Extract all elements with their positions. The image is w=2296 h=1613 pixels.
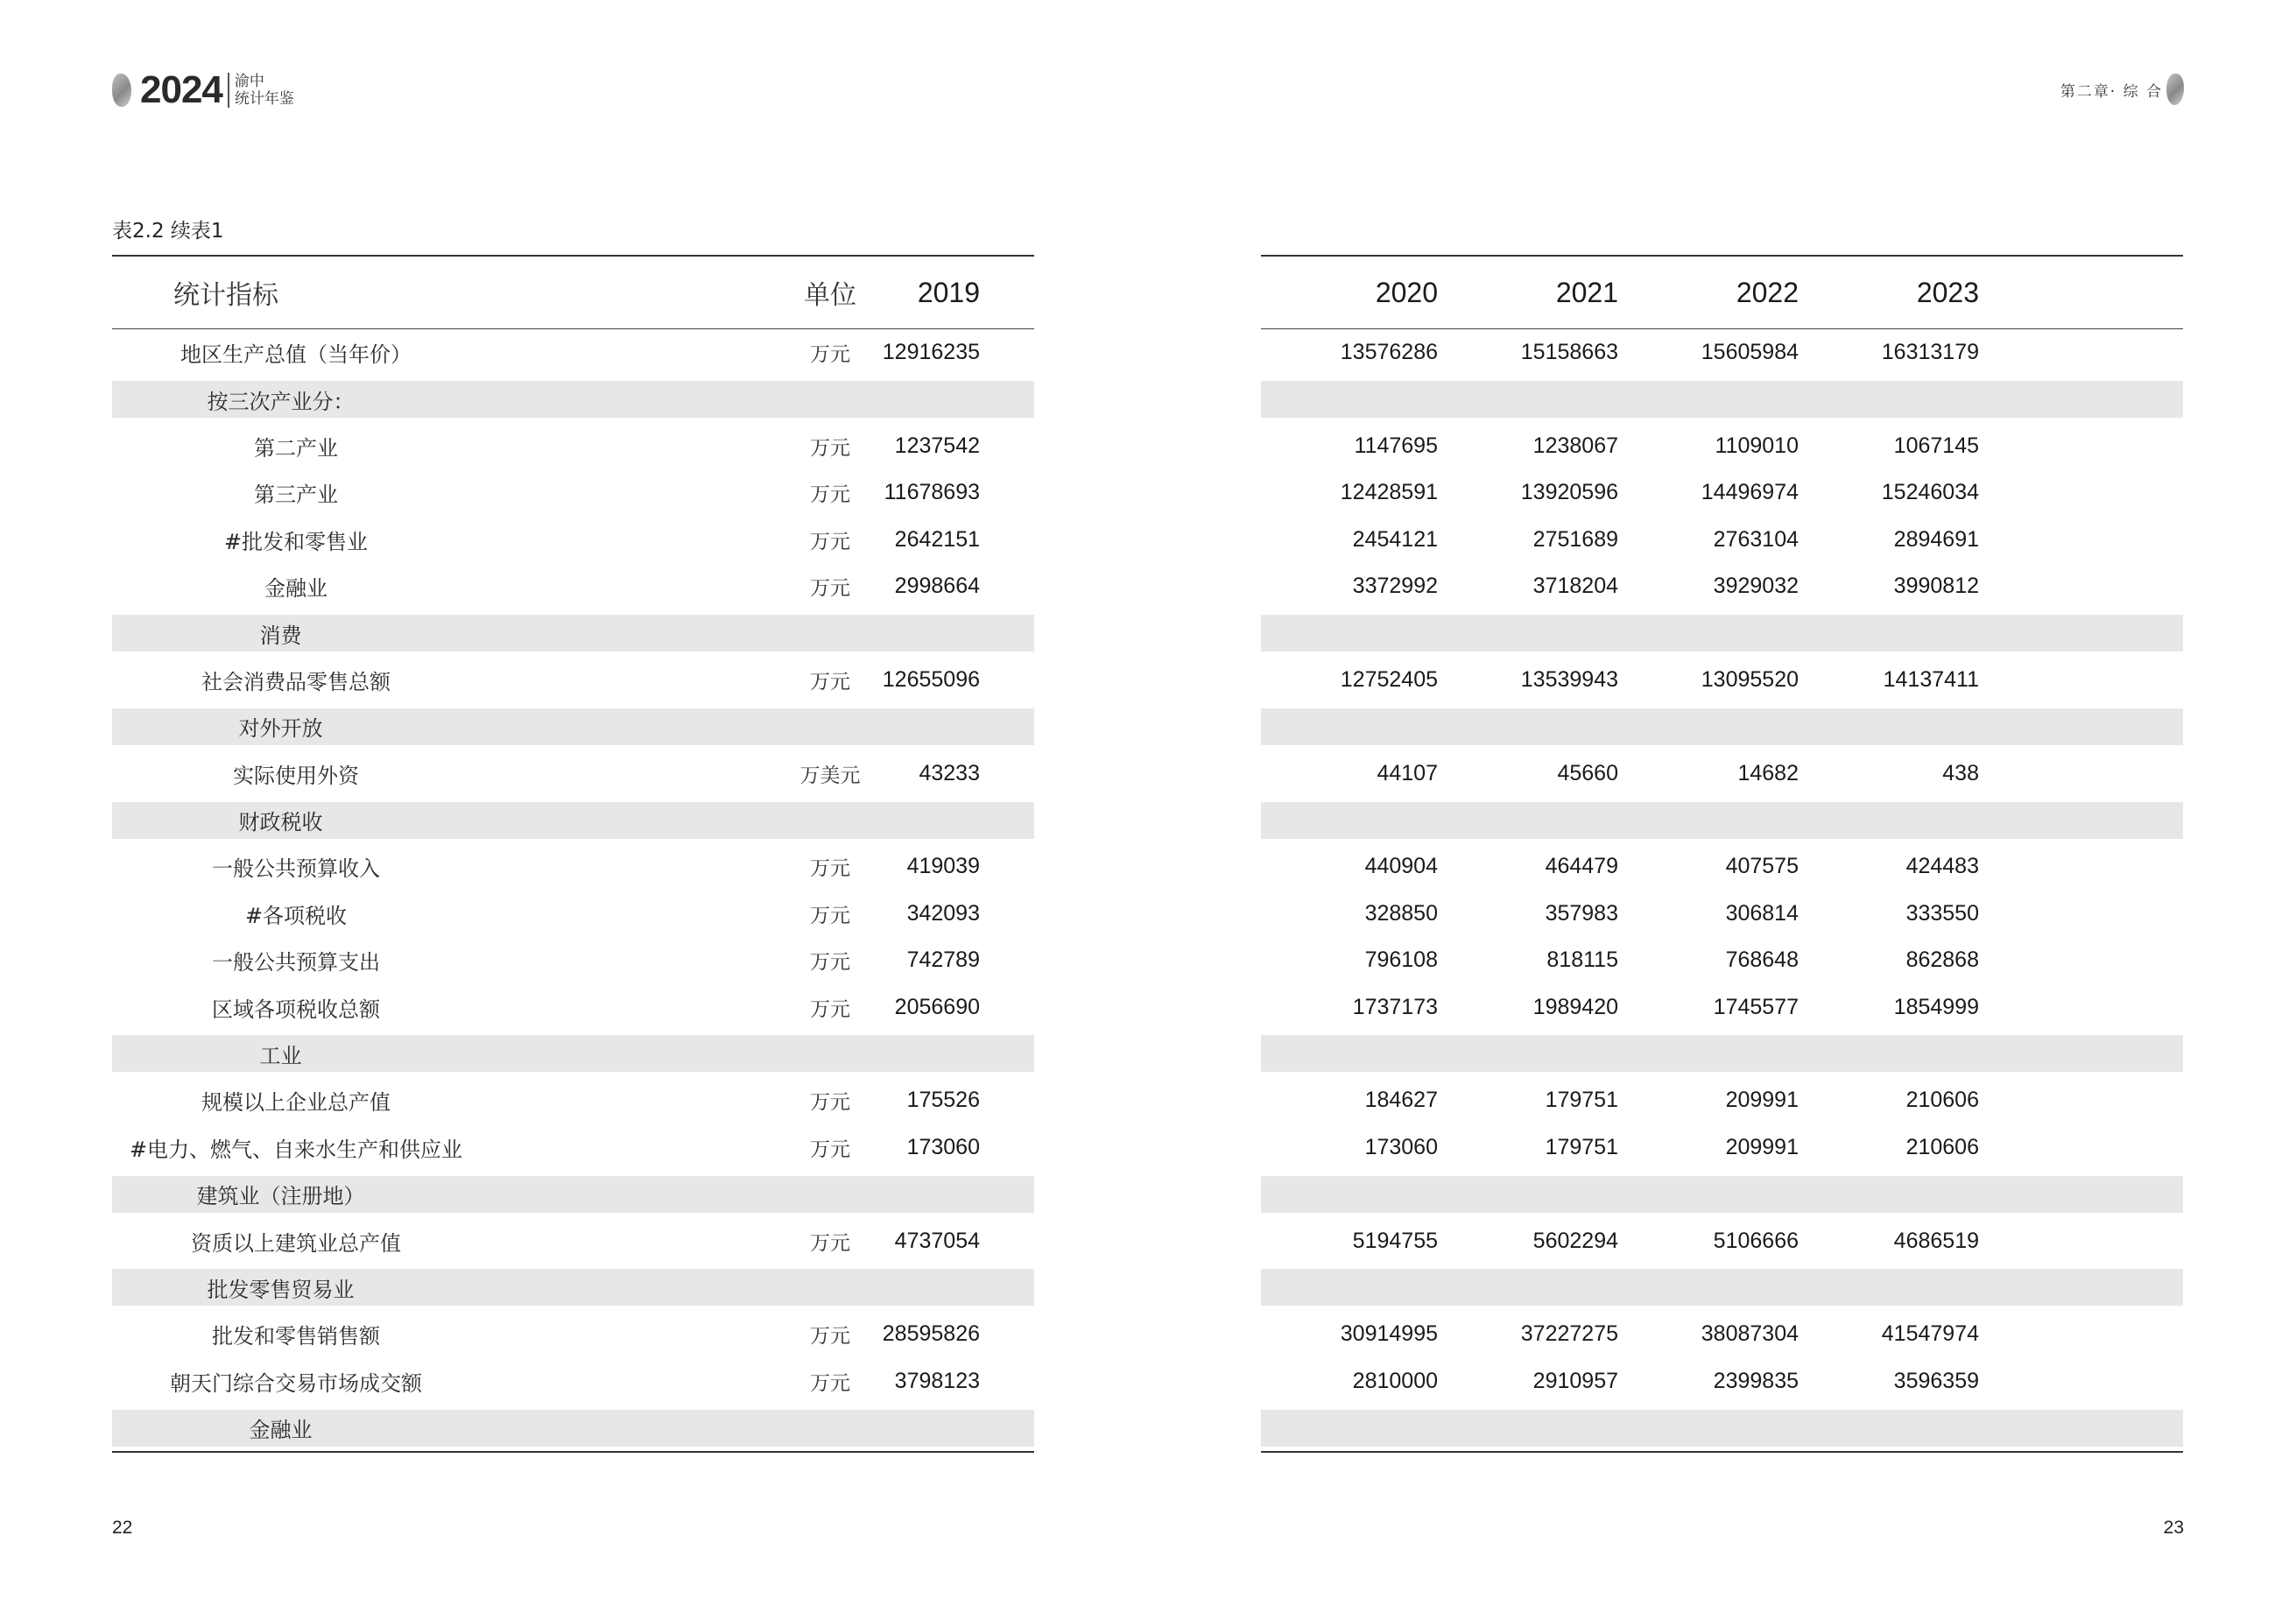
category-label: 财政税收	[238, 810, 323, 835]
value-2023: 15246034	[1881, 480, 1979, 505]
value-2021: 2910957	[1532, 1368, 1618, 1393]
unit-cell: 万元	[810, 1138, 850, 1161]
category-row	[1261, 1410, 2183, 1447]
indicator-name: 第三产业	[254, 482, 338, 508]
value-2023: 210606	[1905, 1134, 1979, 1159]
value-2022: 13095520	[1701, 666, 1799, 692]
table-row	[112, 750, 1034, 796]
table-row	[1261, 750, 2183, 796]
page-number-left: 22	[112, 1518, 133, 1538]
category-row	[112, 615, 1034, 652]
category-row	[112, 1035, 1034, 1072]
table-row	[112, 517, 1034, 563]
table-body-left	[112, 329, 1034, 1447]
category-label: 对外开放	[238, 716, 323, 742]
value-2020: 184627	[1364, 1088, 1438, 1113]
value-2023: 16313179	[1881, 340, 1979, 365]
value-2019: 4737054	[894, 1228, 980, 1253]
value-2019: 2998664	[894, 574, 980, 599]
table-row	[112, 469, 1034, 516]
value-2019: 43233	[919, 760, 980, 785]
table-row	[112, 983, 1034, 1030]
table-row	[112, 1357, 1034, 1404]
value-2023: 438	[1942, 760, 1979, 785]
book-title-line2: 统计年鉴	[234, 90, 294, 108]
unit-cell: 万元	[810, 1325, 850, 1349]
header-year-2021: 2021	[1555, 276, 1618, 308]
value-2019: 2642151	[894, 526, 980, 552]
table-row	[112, 657, 1034, 703]
indicator-name: 批发和零售销售额	[212, 1324, 380, 1349]
table-row	[112, 937, 1034, 983]
header-divider	[228, 73, 229, 108]
table-row	[112, 329, 1034, 376]
chapter-header	[2060, 74, 2184, 105]
value-2019: 342093	[906, 900, 980, 926]
table-row	[112, 891, 1034, 937]
indicator-name: 资质以上建筑业总产值	[191, 1230, 401, 1256]
value-2020: 796108	[1364, 947, 1438, 973]
value-2020: 2454121	[1352, 526, 1438, 552]
value-2021: 464479	[1545, 854, 1618, 879]
table-caption: 表2.2 续表1	[112, 220, 224, 243]
value-2022: 768648	[1725, 947, 1799, 973]
unit-cell: 万元	[810, 904, 850, 927]
table-body-right	[1261, 329, 2183, 1447]
table-row	[1261, 657, 2183, 703]
unit-cell: 万元	[810, 857, 850, 881]
table-row	[1261, 1217, 2183, 1264]
header-year-2019: 2019	[917, 276, 980, 308]
unit-cell: 万元	[810, 951, 850, 975]
table-row	[1261, 1357, 2183, 1404]
value-2019: 419039	[906, 854, 980, 879]
value-2019: 28595826	[882, 1321, 980, 1347]
table-header-row	[1261, 257, 2183, 329]
header-indicator: 统计指标	[173, 280, 278, 311]
table-row	[112, 843, 1034, 890]
unit-cell: 万元	[810, 530, 850, 553]
indicator-name: #电力、燃气、自来水生产和供应业	[129, 1137, 463, 1162]
value-2020: 5194755	[1352, 1228, 1438, 1253]
table-row	[112, 1217, 1034, 1264]
table-bottom-rule	[1261, 1451, 2183, 1453]
value-2022: 15605984	[1701, 340, 1799, 365]
category-row	[112, 1269, 1034, 1306]
table-row	[1261, 891, 2183, 937]
table-row	[112, 423, 1034, 469]
value-2021: 3718204	[1532, 574, 1618, 599]
value-2021: 37227275	[1520, 1321, 1618, 1347]
indicator-name: 金融业	[264, 576, 327, 602]
indicator-name: 实际使用外资	[233, 763, 359, 788]
value-2022: 14496974	[1701, 480, 1799, 505]
category-label: 批发零售贸易业	[207, 1277, 355, 1302]
value-2022: 1109010	[1715, 433, 1799, 458]
book-title	[235, 73, 294, 108]
table-row	[1261, 1124, 2183, 1171]
value-2019: 12655096	[882, 666, 980, 692]
value-2023: 14137411	[1883, 666, 1979, 692]
value-2019: 12916235	[882, 340, 980, 365]
value-2021: 13920596	[1520, 480, 1618, 505]
unit-cell: 万元	[810, 1091, 850, 1115]
value-2021: 179751	[1545, 1134, 1618, 1159]
category-row	[1261, 708, 2183, 745]
category-row	[1261, 1269, 2183, 1306]
value-2023: 1854999	[1893, 994, 1979, 1019]
table-row	[1261, 1077, 2183, 1123]
value-2023: 1067145	[1893, 433, 1979, 458]
value-2023: 333550	[1905, 900, 1979, 926]
table-header-row	[112, 257, 1034, 329]
value-2023: 3596359	[1893, 1368, 1979, 1393]
value-2021: 15158663	[1520, 340, 1618, 365]
table-row	[112, 1124, 1034, 1171]
unit-cell: 万元	[810, 577, 850, 601]
category-label: 消费	[259, 623, 302, 648]
category-row	[1261, 802, 2183, 839]
value-2021: 179751	[1545, 1088, 1618, 1113]
value-2022: 209991	[1725, 1088, 1799, 1113]
table-right-page	[1261, 255, 2183, 1453]
chapter-title: 第二章· 综 合	[2060, 82, 2163, 101]
value-2021: 45660	[1557, 760, 1618, 785]
table-row	[1261, 983, 2183, 1030]
category-row	[112, 802, 1034, 839]
category-row	[112, 708, 1034, 745]
value-2021: 5602294	[1532, 1228, 1618, 1253]
unit-cell: 万元	[810, 483, 850, 507]
book-header	[112, 68, 294, 112]
value-2019: 1237542	[894, 433, 980, 458]
value-2019: 2056690	[894, 994, 980, 1019]
value-2021: 1238067	[1532, 433, 1618, 458]
value-2020: 12752405	[1340, 666, 1438, 692]
value-2020: 1737173	[1352, 994, 1438, 1019]
indicator-name: #批发和零售业	[223, 529, 369, 554]
table-left-page	[112, 255, 1034, 1453]
value-2020: 2810000	[1352, 1368, 1438, 1393]
category-row	[112, 381, 1034, 418]
header-year: 2024	[140, 68, 222, 111]
table-row	[1261, 329, 2183, 376]
table-row	[1261, 843, 2183, 890]
value-2020: 440904	[1364, 854, 1438, 879]
value-2021: 1989420	[1532, 994, 1618, 1019]
table-row	[1261, 1311, 2183, 1357]
category-label: 工业	[259, 1043, 302, 1068]
value-2019: 3798123	[894, 1368, 980, 1393]
value-2023: 41547974	[1881, 1321, 1979, 1347]
value-2022: 209991	[1725, 1134, 1799, 1159]
value-2020: 30914995	[1340, 1321, 1438, 1347]
table-bottom-rule	[112, 1451, 1034, 1453]
unit-cell: 万元	[810, 436, 850, 460]
category-row	[1261, 381, 2183, 418]
category-label: 按三次产业分：	[207, 389, 355, 414]
value-2023: 2894691	[1893, 526, 1979, 552]
header-year-2022: 2022	[1736, 276, 1799, 308]
value-2022: 2399835	[1713, 1368, 1799, 1393]
value-2021: 357983	[1545, 900, 1618, 926]
unit-cell: 万元	[810, 1371, 850, 1395]
value-2021: 2751689	[1532, 526, 1618, 552]
value-2021: 818115	[1546, 947, 1618, 973]
value-2023: 3990812	[1893, 574, 1979, 599]
category-row	[1261, 615, 2183, 652]
value-2020: 44107	[1377, 760, 1438, 785]
indicator-name: 地区生产总值（当年价）	[180, 342, 412, 368]
unit-cell: 万元	[810, 997, 850, 1021]
category-label: 建筑业（注册地）	[196, 1184, 365, 1209]
value-2023: 424483	[1905, 854, 1979, 879]
unit-cell: 万元	[810, 343, 850, 367]
category-row	[1261, 1035, 2183, 1072]
value-2023: 210606	[1905, 1088, 1979, 1113]
indicator-name: 区域各项税收总额	[212, 997, 380, 1022]
value-2020: 3372992	[1352, 574, 1438, 599]
indicator-name: 规模以上企业总产值	[201, 1090, 391, 1116]
value-2022: 2763104	[1713, 526, 1799, 552]
category-label: 金融业	[249, 1418, 313, 1443]
value-2020: 328850	[1364, 900, 1438, 926]
page-number-right: 23	[2163, 1518, 2184, 1538]
unit-cell: 万美元	[799, 764, 861, 787]
indicator-name: 一般公共预算支出	[212, 950, 380, 976]
value-2020: 173060	[1364, 1134, 1438, 1159]
indicator-name: 第二产业	[254, 435, 338, 461]
category-row	[112, 1176, 1034, 1213]
value-2019: 173060	[906, 1134, 980, 1159]
value-2022: 3929032	[1713, 574, 1799, 599]
logo-icon	[112, 74, 131, 107]
logo-icon	[2166, 74, 2184, 105]
value-2020: 13576286	[1340, 340, 1438, 365]
value-2022: 38087304	[1701, 1321, 1799, 1347]
value-2020: 12428591	[1340, 480, 1438, 505]
value-2022: 407575	[1725, 854, 1799, 879]
table-row	[1261, 937, 2183, 983]
value-2023: 862868	[1905, 947, 1979, 973]
header-unit: 单位	[804, 280, 856, 311]
table-row	[1261, 423, 2183, 469]
table-row	[1261, 563, 2183, 609]
value-2019: 742789	[906, 947, 980, 973]
header-year-2023: 2023	[1916, 276, 1979, 308]
value-2022: 5106666	[1713, 1228, 1799, 1253]
unit-cell: 万元	[810, 670, 850, 694]
category-row	[1261, 1176, 2183, 1213]
value-2021: 13539943	[1520, 666, 1618, 692]
unit-cell: 万元	[810, 1231, 850, 1255]
indicator-name: 一般公共预算收入	[212, 856, 380, 882]
table-row	[1261, 517, 2183, 563]
indicator-name: 社会消费品零售总额	[201, 669, 391, 694]
table-row	[112, 1077, 1034, 1123]
indicator-name: 朝天门综合交易市场成交额	[170, 1370, 422, 1396]
category-row	[112, 1410, 1034, 1447]
book-title-line1: 渝中	[234, 73, 264, 90]
value-2022: 306814	[1725, 900, 1799, 926]
table-row	[112, 1311, 1034, 1357]
value-2019: 175526	[906, 1088, 980, 1113]
value-2020: 1147695	[1354, 433, 1438, 458]
value-2022: 1745577	[1713, 994, 1799, 1019]
value-2023: 4686519	[1893, 1228, 1979, 1253]
value-2019: 11678693	[884, 480, 980, 505]
table-row	[112, 563, 1034, 609]
table-row	[1261, 469, 2183, 516]
value-2022: 14682	[1737, 760, 1799, 785]
header-year-2020: 2020	[1375, 276, 1438, 308]
indicator-name: #各项税收	[244, 903, 348, 928]
